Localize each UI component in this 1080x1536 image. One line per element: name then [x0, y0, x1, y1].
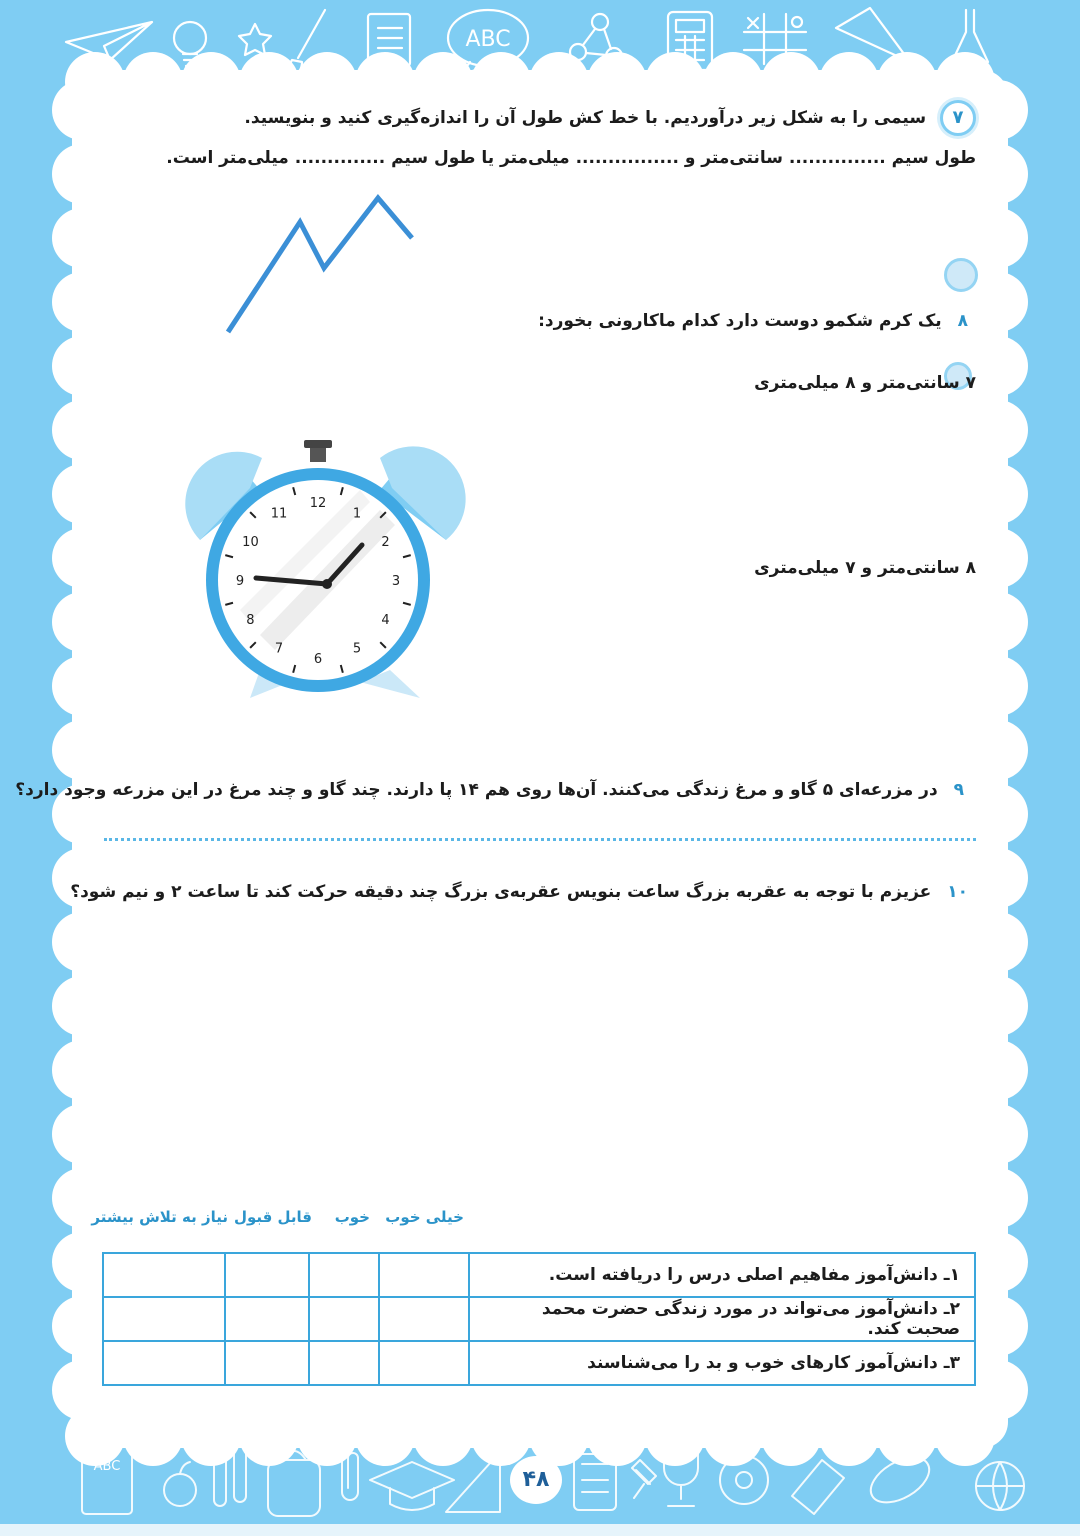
eval-header-needs-effort: نیاز به تلاش بیشتر: [91, 1208, 228, 1226]
book-icon: [82, 1446, 132, 1514]
clock-number: 6: [313, 652, 323, 667]
clock-number: 3: [391, 574, 401, 589]
scallop: [52, 400, 112, 460]
star-icon: [239, 24, 271, 55]
scallop: [52, 720, 112, 780]
clock-number: 5: [352, 641, 362, 657]
scallop: [52, 976, 112, 1036]
clock-number: 9: [235, 574, 245, 589]
apple-icon: [164, 1462, 196, 1506]
ruler-triangle-icon: [446, 1452, 500, 1512]
scallop: [968, 976, 1028, 1036]
q8-option1[interactable]: ۷ سانتی‌متر و ۸ میلی‌متری: [754, 373, 976, 393]
eval-cell[interactable]: [309, 1253, 379, 1297]
scallop: [968, 1040, 1028, 1100]
eval-criterion-1: ۱ـ دانش‌آموز مفاهیم اصلی درس را دریافته است.: [469, 1253, 975, 1297]
scallop: [52, 528, 112, 588]
page-number-badge: [510, 1456, 562, 1504]
eval-cell[interactable]: [225, 1297, 309, 1341]
eval-criterion-2: ۲ـ دانش‌آموز می‌تواند در مورد زندگی حضرت محمد صحبت کند.: [469, 1297, 975, 1341]
eval-cell[interactable]: [225, 1341, 309, 1385]
scallop: [968, 656, 1028, 716]
scallop: [52, 592, 112, 652]
eval-cell[interactable]: [103, 1253, 225, 1297]
clock-number: 12: [309, 496, 327, 511]
scallop: [52, 1104, 112, 1164]
q8-bubble: [944, 258, 978, 292]
q8-text: یک کرم شکمو دوست دارد کدام ماکارونی بخورد:: [538, 311, 942, 331]
scallop: [968, 1232, 1028, 1292]
alarm-clock: [180, 430, 470, 710]
clock-number: 10: [242, 535, 259, 550]
q8-number: ۸: [957, 311, 968, 331]
q9-answer-dotted-line[interactable]: [104, 838, 976, 841]
table-row: [103, 1297, 975, 1341]
clock-number: 1: [352, 506, 362, 522]
q8-option2[interactable]: ۸ سانتی‌متر و ۷ میلی‌متری: [754, 558, 976, 578]
q10-text: عزیزم با توجه به عقربه بزرگ ساعت بنویس عقربه‌ی بزرگ چند دقیقه حرکت کند تا ساعت ۲ و نیم شود؟: [70, 882, 932, 902]
backpack-icon: [268, 1451, 320, 1516]
scallop: [52, 1040, 112, 1100]
eval-cell[interactable]: [379, 1341, 469, 1385]
table-row: [103, 1253, 975, 1297]
table-row: [103, 1341, 975, 1385]
globe-icon: [976, 1462, 1024, 1510]
eval-cell[interactable]: [225, 1253, 309, 1297]
clock-number: 2: [381, 535, 390, 550]
scallop: [968, 1360, 1028, 1420]
page-number: ۴۸: [522, 1467, 550, 1492]
footer-bar: [0, 1524, 1080, 1536]
q7-line: [106, 100, 976, 136]
eval-cell[interactable]: [309, 1297, 379, 1341]
scallop: [968, 336, 1028, 396]
test-tubes-icon: [214, 1452, 246, 1506]
eval-cell[interactable]: [103, 1341, 225, 1385]
scallop: [52, 912, 112, 972]
scallop: [968, 848, 1028, 908]
eval-cell[interactable]: [309, 1341, 379, 1385]
q7-text: سیمی را به شکل زیر درآوردیم. با خط کش طول آن را اندازه‌گیری کنید و بنویسید.: [244, 108, 927, 128]
eval-header-acceptable: قابل قبول: [233, 1208, 312, 1226]
paperclip-icon: [342, 1452, 358, 1500]
eval-criterion-3: ۳ـ دانش‌آموز کارهای خوب و بد را می‌شناسند: [469, 1341, 975, 1385]
clock-number: 4: [381, 613, 390, 628]
scallop: [52, 208, 112, 268]
q7-answer-line: طول سیم ............... سانتی‌متر و ................ میلی‌متر یا طول سیم .............. میلی‌متر است.: [166, 148, 976, 168]
scallop: [968, 528, 1028, 588]
scallop: [968, 80, 1028, 140]
clock-number: 11: [270, 506, 288, 522]
clock-number: 7: [274, 641, 284, 657]
q7-number-badge: ۷: [940, 100, 976, 136]
q10-line: [70, 882, 968, 902]
eval-cell[interactable]: [103, 1297, 225, 1341]
football-icon: [863, 1448, 936, 1511]
eraser-icon: [792, 1460, 844, 1514]
scallop: [52, 80, 112, 140]
eval-cell[interactable]: [379, 1297, 469, 1341]
evaluation-headers: [0, 1208, 1080, 1234]
scallop: [968, 720, 1028, 780]
eval-header-very-good: خیلی خوب: [385, 1208, 464, 1226]
scallop: [968, 592, 1028, 652]
q8-line: [268, 311, 968, 331]
eval-header-good: خوب: [334, 1208, 370, 1226]
trophy-icon: [664, 1454, 698, 1506]
q9-line: [15, 780, 964, 800]
scallop: [968, 464, 1028, 524]
scallop: [52, 656, 112, 716]
scallop: [52, 336, 112, 396]
eval-cell[interactable]: [379, 1253, 469, 1297]
scallop: [968, 784, 1028, 844]
pushpin-icon: [632, 1460, 656, 1498]
scallop: [968, 912, 1028, 972]
evaluation-table: [102, 1252, 976, 1386]
q9-number: ۹: [953, 780, 964, 800]
q9-text: در مزرعه‌ای ۵ گاو و مرغ زندگی می‌کنند. آن‌ها روی هم ۱۴ پا دارند. چند گاو و چند مرغ در این مزرعه وجود دارد؟: [15, 780, 938, 800]
q10-number: ۱۰: [947, 882, 968, 902]
scallop: [968, 272, 1028, 332]
scallop: [968, 1104, 1028, 1164]
header-abc-text: ABC: [465, 27, 511, 52]
calculator-icon: [574, 1454, 616, 1510]
graduation-cap-icon: [370, 1462, 454, 1510]
scallop: [52, 464, 112, 524]
scallop: [968, 400, 1028, 460]
scallop: [968, 144, 1028, 204]
bell-icon: [720, 1456, 768, 1504]
scallop: [52, 272, 112, 332]
clock-number: 8: [246, 613, 255, 628]
footer-abc-text: ABC: [93, 1459, 121, 1474]
scallop: [968, 1296, 1028, 1356]
scallop: [968, 208, 1028, 268]
